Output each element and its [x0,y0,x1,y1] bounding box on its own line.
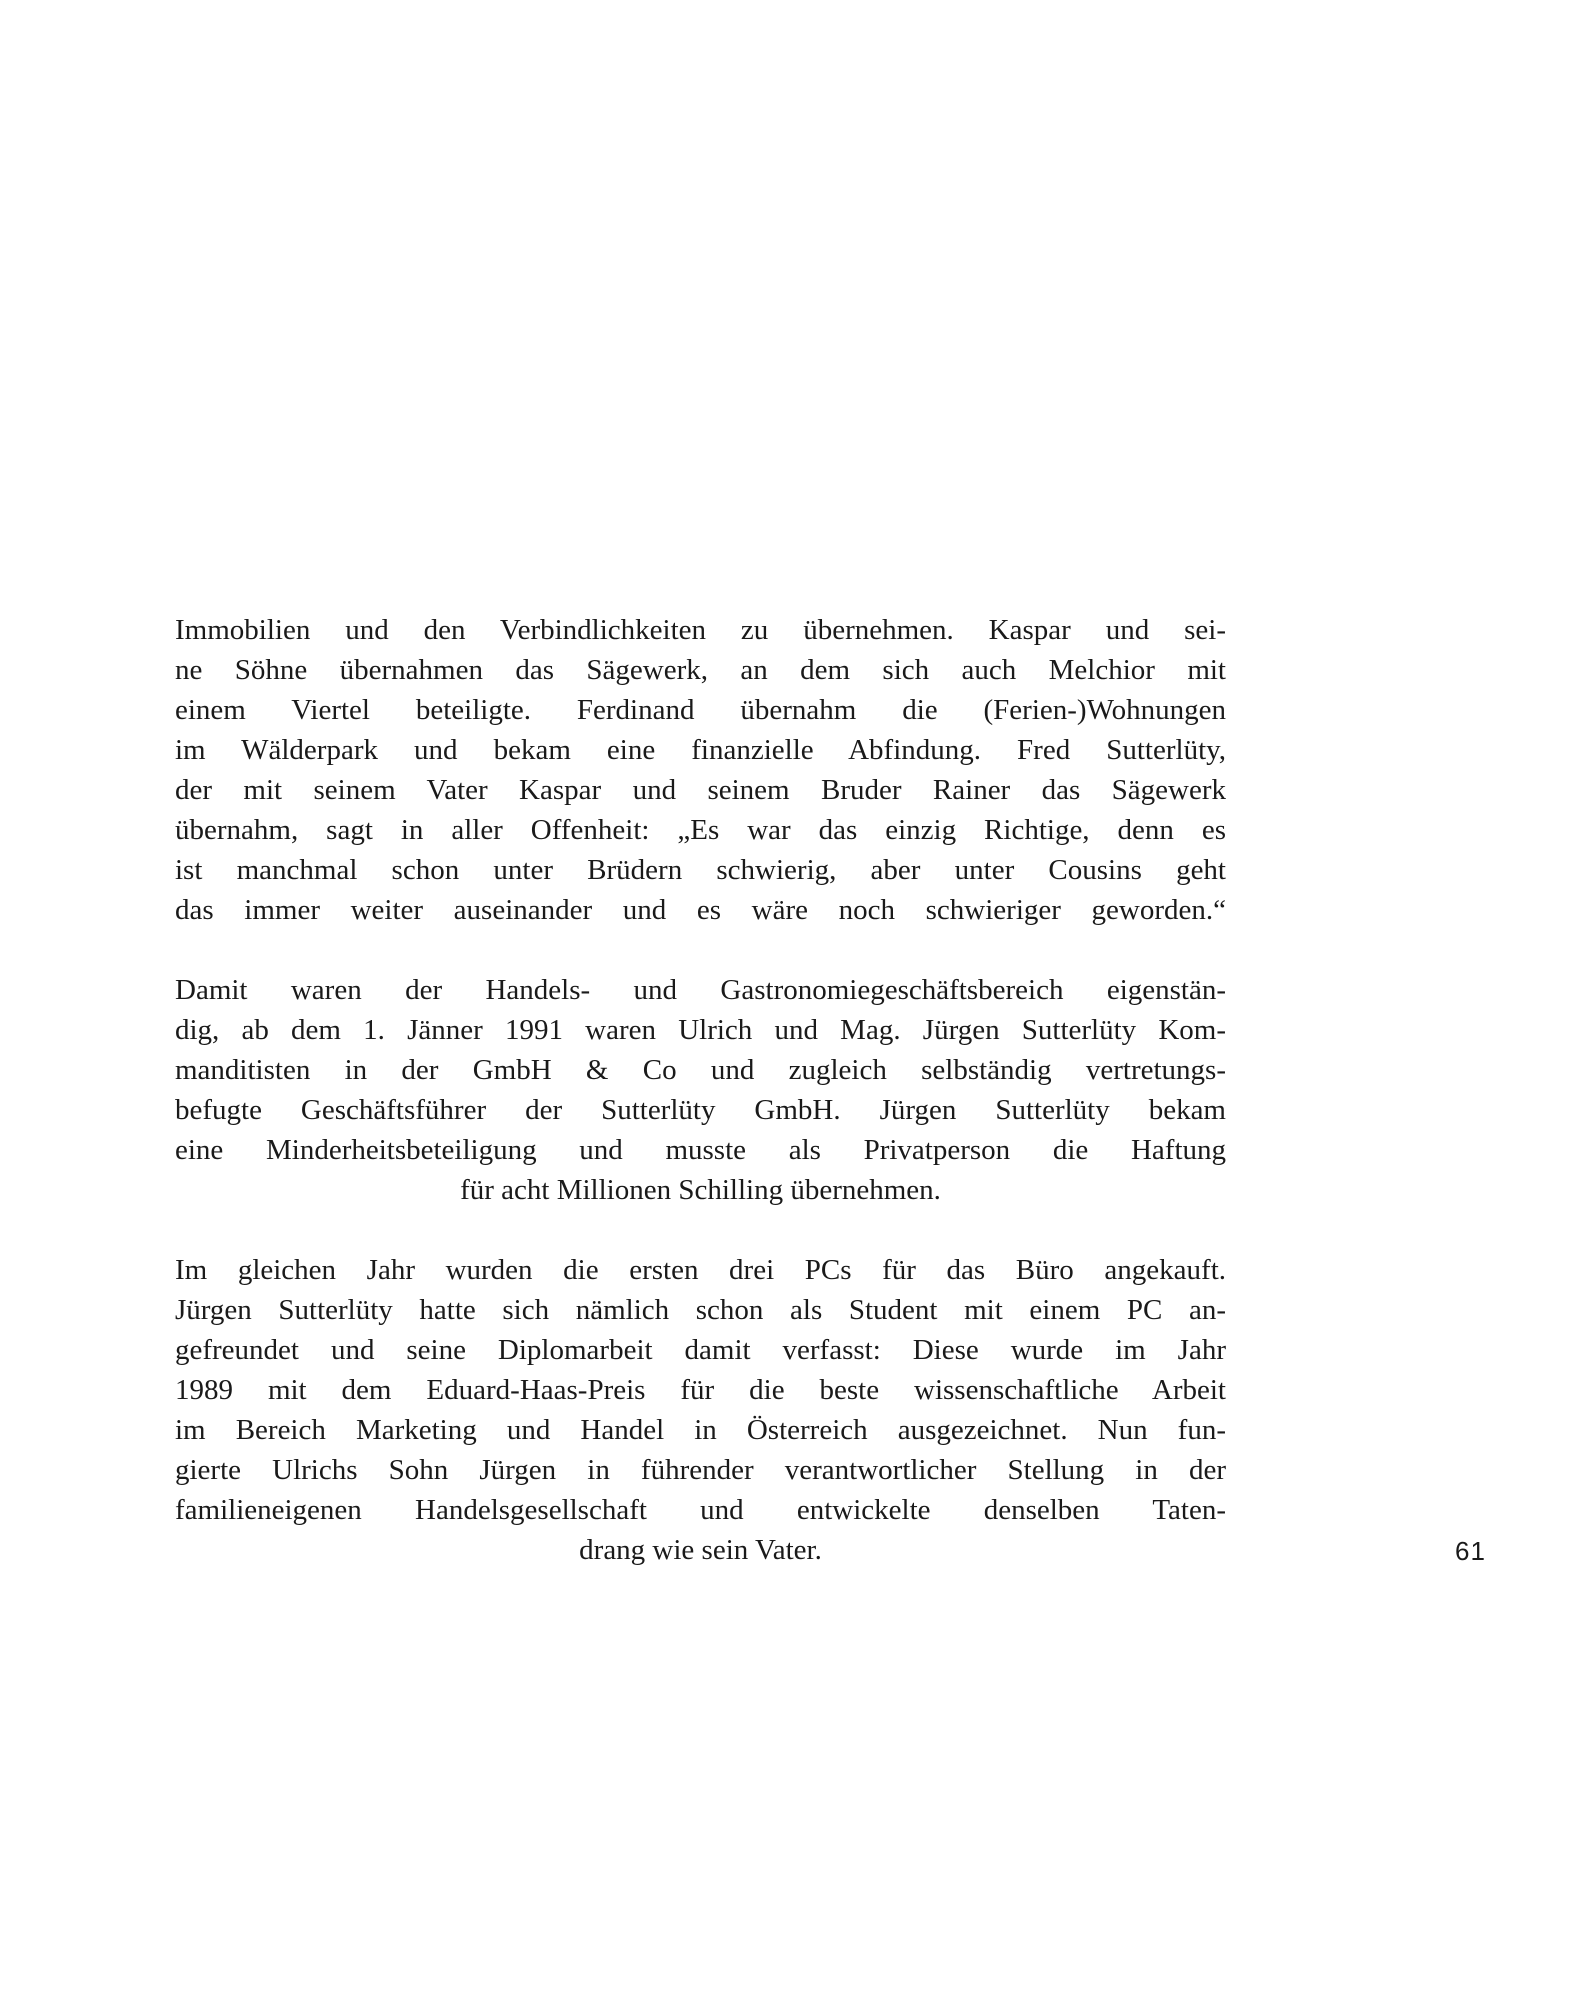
text-line: gierte Ulrichs Sohn Jürgen in führender verantwortlicher Stellung in der [175,1454,1226,1486]
paragraph-1 [175,610,1226,930]
text-line: einem Viertel beteiligte. Ferdinand übernahm die (Ferien-)Wohnungen [175,694,1226,726]
paragraph-2 [175,970,1226,1210]
text-line: manditisten in der GmbH & Co und zugleich selbständig vertretungs- [175,1054,1226,1086]
text-line-centered: für acht Millionen Schilling übernehmen. [460,1174,941,1206]
text-line: ist manchmal schon unter Brüdern schwierig, aber unter Cousins geht [175,854,1226,886]
page-number: 61 [1455,1536,1486,1566]
text-line: ne Söhne übernahmen das Sägewerk, an dem sich auch Melchior mit [175,654,1226,686]
text-line: im Bereich Marketing und Handel in Österreich ausgezeichnet. Nun fun- [175,1414,1226,1446]
text-line: im Wälderpark und bekam eine finanzielle Abfindung. Fred Sutterlüty, [175,734,1226,766]
text-line-centered: drang wie sein Vater. [579,1534,822,1566]
text-line: der mit seinem Vater Kaspar und seinem Bruder Rainer das Sägewerk [175,774,1226,806]
text-line: Im gleichen Jahr wurden die ersten drei PCs für das Büro angekauft. [175,1254,1226,1286]
text-line: gefreundet und seine Diplomarbeit damit verfasst: Diese wurde im Jahr [175,1334,1226,1366]
text-line: befugte Geschäftsführer der Sutterlüty GmbH. Jürgen Sutterlüty bekam [175,1094,1226,1126]
text-line: übernahm, sagt in aller Offenheit: „Es war das einzig Richtige, denn es [175,814,1226,846]
text-line: Jürgen Sutterlüty hatte sich nämlich schon als Student mit einem PC an- [175,1294,1226,1326]
text-line: familieneigenen Handelsgesellschaft und entwickelte denselben Taten- [175,1494,1226,1526]
text-line: eine Minderheitsbeteiligung und musste als Privatperson die Haftung [175,1134,1226,1166]
paragraph-3 [175,1250,1226,1570]
text-line: Immobilien und den Verbindlichkeiten zu übernehmen. Kaspar und sei- [175,614,1226,646]
text-line: Damit waren der Handels- und Gastronomiegeschäftsbereich eigenstän- [175,974,1226,1006]
text-line: das immer weiter auseinander und es wäre noch schwieriger geworden.“ [175,894,1226,926]
text-line: dig, ab dem 1. Jänner 1991 waren Ulrich und Mag. Jürgen Sutterlüty Kom- [175,1014,1226,1046]
text-line: 1989 mit dem Eduard-Haas-Preis für die beste wissenschaftliche Arbeit [175,1374,1226,1406]
